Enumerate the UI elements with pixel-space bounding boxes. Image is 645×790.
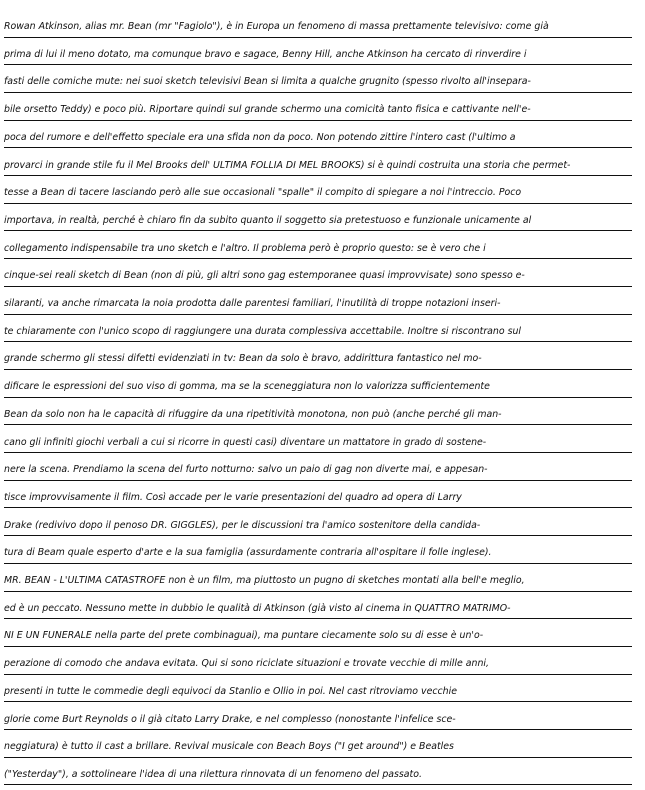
text-line: poca del rumore e dell'effetto speciale era una sfida non da poco. Non potendo zittire l'intero cast (l'ultimo a [4, 123, 632, 149]
text-line: cano gli infiniti giochi verbali a cui si ricorre in questi casi) diventare un mattatore in grado di sostene- [4, 428, 632, 454]
text-line: perazione di comodo che andava evitata. Qui si sono riciclate situazioni e trovate vecchie di mille anni, [4, 649, 632, 675]
text-line: provarci in grande stile fu il Mel Brooks dell' ULTIMA FOLLIA DI MEL BROOKS) si è quindi costruita una storia che permet- [4, 151, 632, 177]
text-line: ed è un peccato. Nessuno mette in dubbio le qualità di Atkinson (già visto al cinema in QUATTRO MATRIMO- [4, 594, 632, 620]
text-line: Bean da solo non ha le capacità di rifuggire da una ripetitività monotona, non può (anche perché gli man- [4, 400, 632, 426]
text-line: presenti in tutte le commedie degli equivoci da Stanlio e Ollio in poi. Nel cast ritroviamo vecchie [4, 677, 632, 703]
text-line: tura di Beam quale esperto d'arte e la sua famiglia (assurdamente contraria all'ospitare il folle inglese). [4, 538, 632, 564]
text-line: collegamento indispensabile tra uno sketch e l'altro. Il problema però è proprio questo: se è vero che i [4, 234, 632, 260]
text-line: tesse a Bean di tacere lasciando però alle sue occasionali "spalle" il compito di spiegare a noi l'intreccio. Poco [4, 178, 632, 204]
text-line: grande schermo gli stessi difetti evidenziati in tv: Bean da solo è bravo, addirittura fantastico nel mo- [4, 344, 632, 370]
text-line: fasti delle comiche mute: nei suoi sketch televisivi Bean si limita a qualche grugnito (spesso rivolto all'insepara- [4, 67, 632, 93]
text-line: NI E UN FUNERALE nella parte del prete combinaguai), ma puntare ciecamente solo su di esse è un'o- [4, 621, 632, 647]
text-line: Rowan Atkinson, alias mr. Bean (mr "Fagiolo"), è in Europa un fenomeno di massa prettamente televisivo: come già [4, 12, 632, 38]
text-line: Drake (redivivo dopo il penoso DR. GIGGLES), per le discussioni tra l'amico sostenitore della candida- [4, 511, 632, 537]
text-line: neggiatura) è tutto il cast a brillare. Revival musicale con Beach Boys ("I get around") e Beatles [4, 732, 632, 758]
text-line: MR. BEAN - L'ULTIMA CATASTROFE non è un film, ma piuttosto un pugno di sketches montati alla bell'e meglio, [4, 566, 632, 592]
text-line: cinque-sei reali sketch di Bean (non di più, gli altri sono gag estemporanee quasi improvvisate) sono spesso e- [4, 261, 632, 287]
text-line: tisce improvvisamente il film. Così accade per le varie presentazioni del quadro ad opera di Larry [4, 483, 632, 509]
text-line: bile orsetto Teddy) e poco più. Riportare quindi sul grande schermo una comicità tanto fisica e cattivante nell'e- [4, 95, 632, 121]
text-line: glorie come Burt Reynolds o il già citato Larry Drake, e nel complesso (nonostante l'infelice sce- [4, 705, 632, 731]
text-line: silaranti, va anche rimarcata la noia prodotta dalle parentesi familiari, l'inutilità di troppe notazioni inseri- [4, 289, 632, 315]
text-line: prima di lui il meno dotato, ma comunque bravo e sagace, Benny Hill, anche Atkinson ha cercato di rinverdire i [4, 40, 632, 66]
text-line: dificare le espressioni del suo viso di gomma, ma se la sceneggiatura non lo valorizza sufficientemente [4, 372, 632, 398]
text-line: nere la scena. Prendiamo la scena del furto notturno: salvo un paio di gag non diverte mai, e appesan- [4, 455, 632, 481]
text-line: ("Yesterday"), a sottolineare l'idea di una rilettura rinnovata di un fenomeno del passato. [4, 760, 632, 786]
text-line: importava, in realtà, perché è chiaro fin da subito quanto il soggetto sia pretestuoso e funzionale unicamente al [4, 206, 632, 232]
text-line: te chiaramente con l'unico scopo di raggiungere una durata complessiva accettabile. Inoltre si riscontrano sul [4, 317, 632, 343]
